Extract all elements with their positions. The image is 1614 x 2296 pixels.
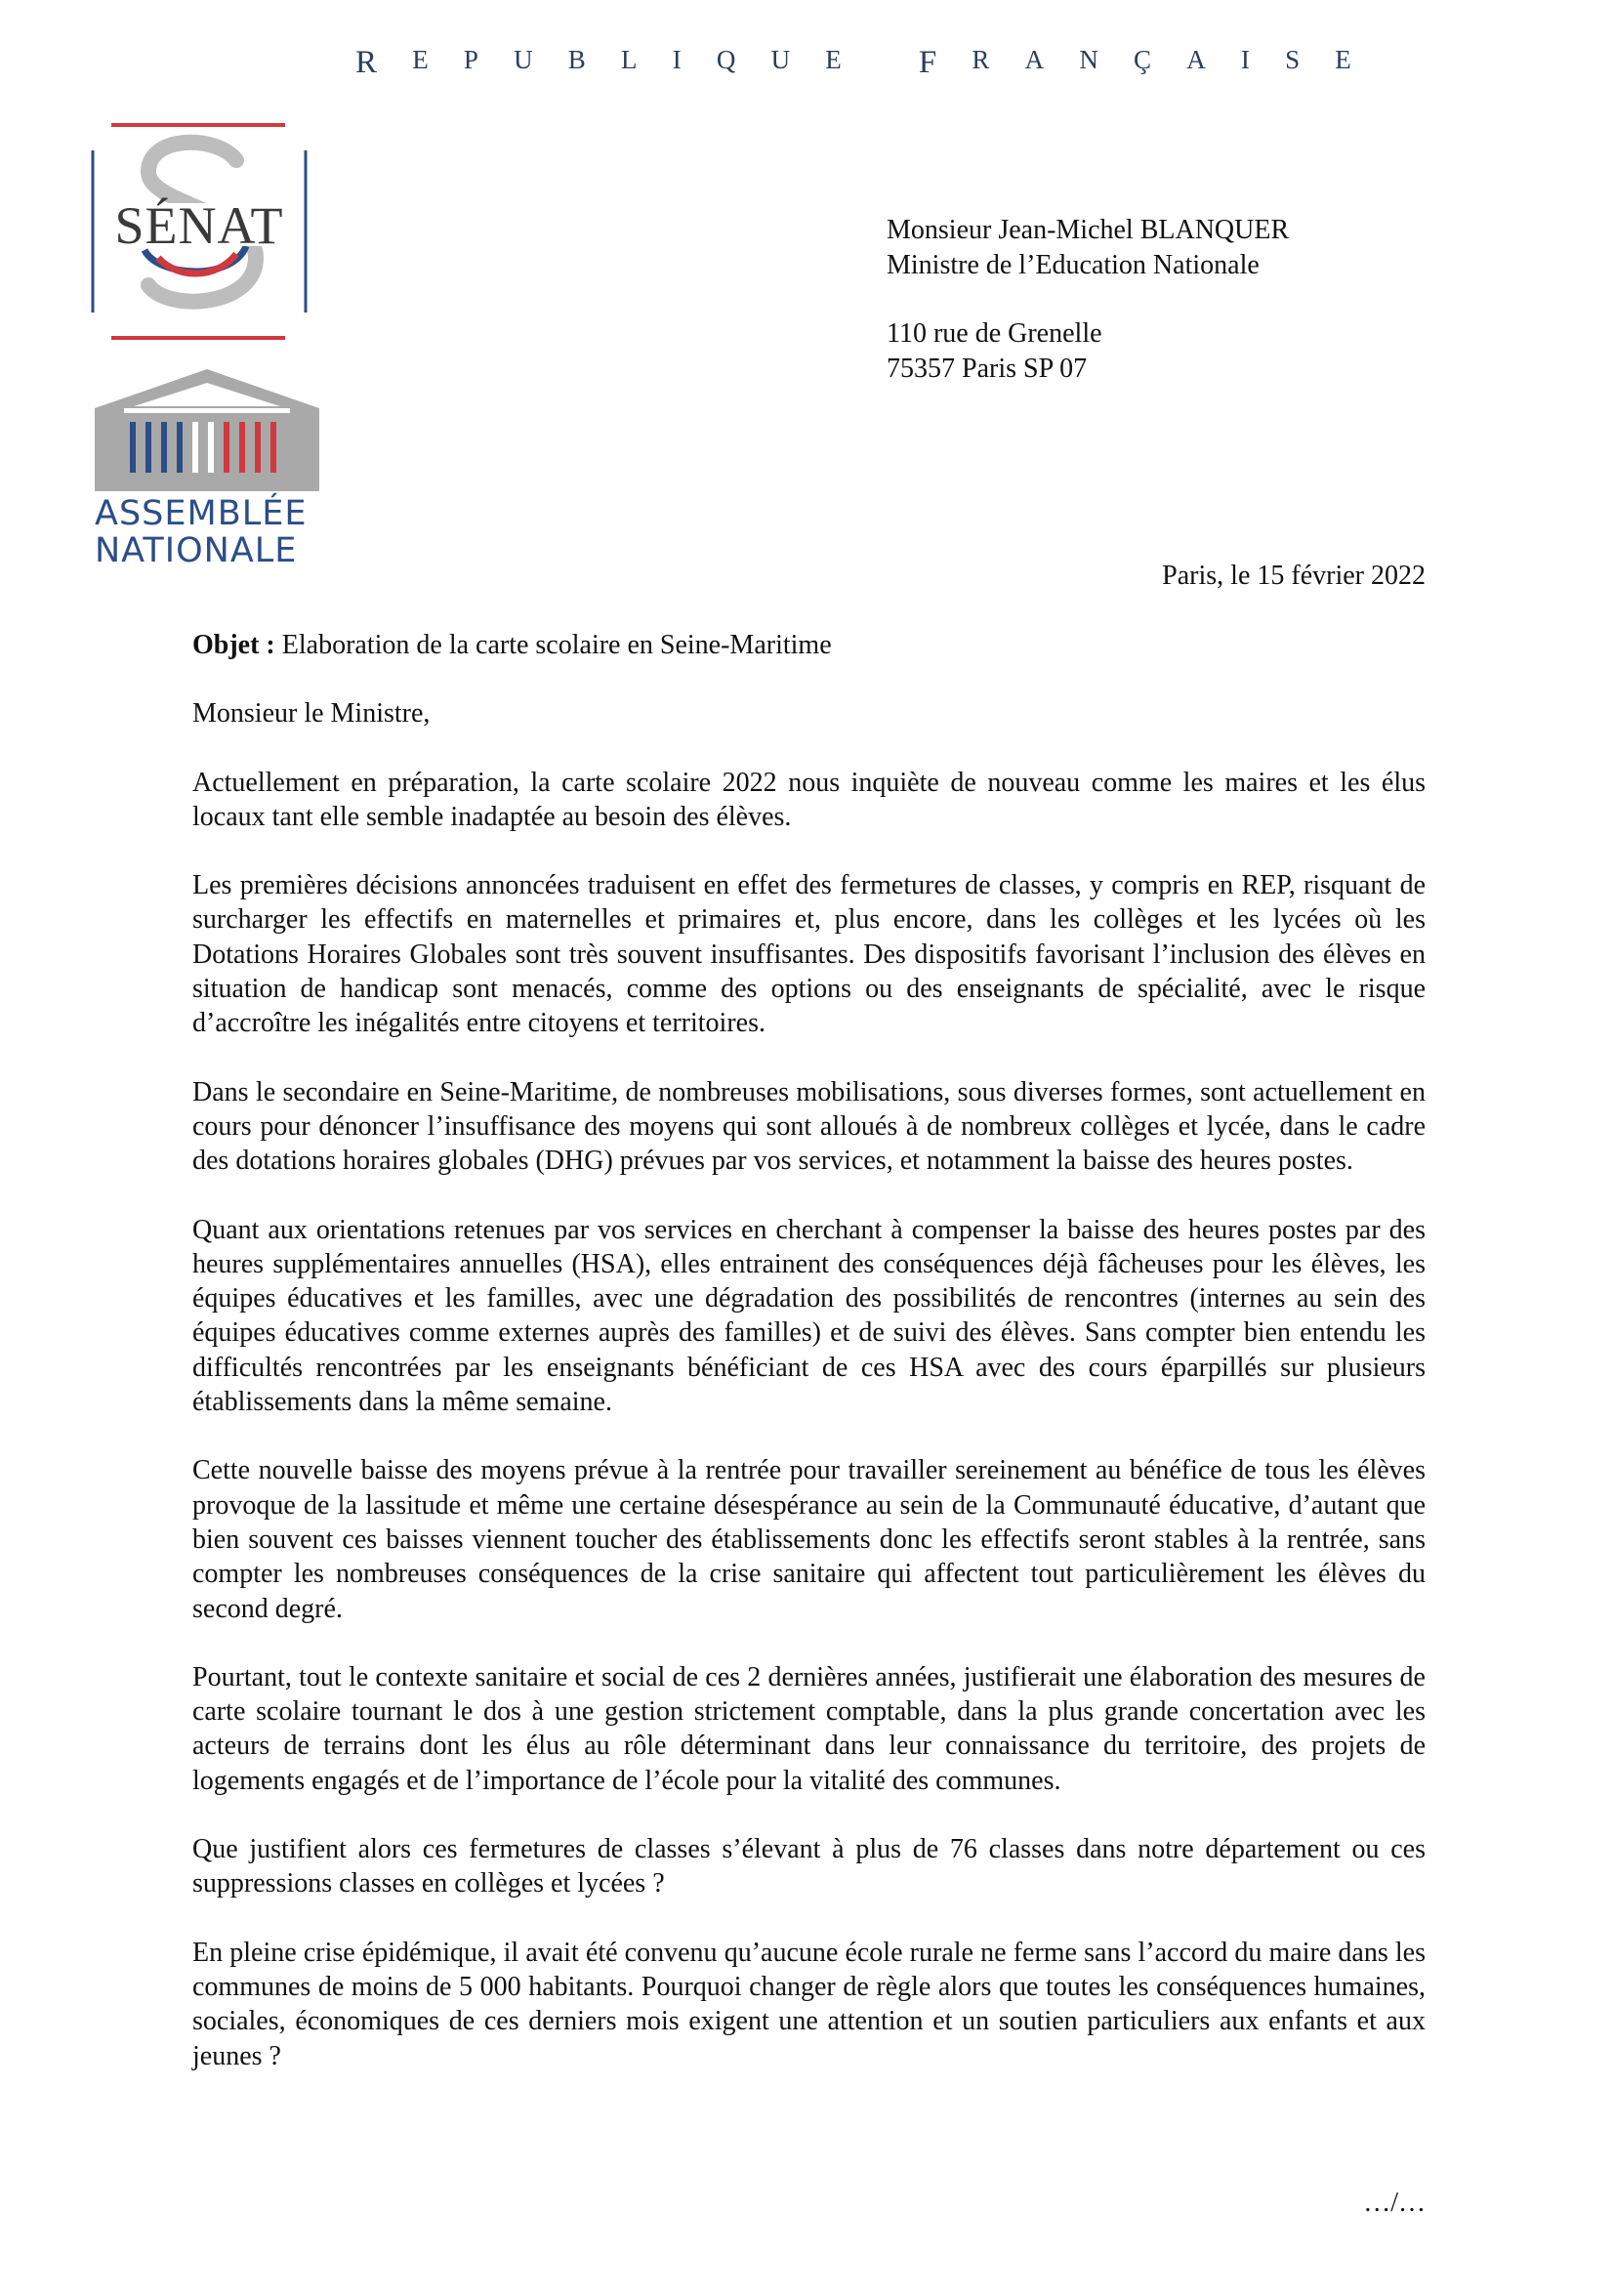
header-letter: L [621, 45, 638, 74]
header-letter: U [514, 45, 533, 74]
assemblee-building-icon [95, 369, 319, 491]
header-letter: R [355, 45, 378, 80]
republic-header-letters [355, 45, 1351, 81]
paragraph: Cette nouvelle baisse des moyens prévue à la rentrée pour travailler sereinement au bénéfice de tous les élèves provoque de la lassitude et même une certaine désespérance au sein de la Communauté éducative, d’autant que bien souvent ces baisses viennent toucher des établissements donc les effectifs seront stables à la rentrée, sans compter les nombreuses conséquences de la crise sanitaire qui affectent tout particulièrement les élèves du second degré. [192, 1455, 1426, 1624]
header-letter: E [825, 45, 842, 74]
continuation-marker: …/… [1363, 2188, 1426, 2218]
header-letter: Q [716, 45, 736, 74]
recipient-name: Monsieur Jean-Michel BLANQUER [887, 215, 1290, 245]
subject-text: Elaboration de la carte scolaire en Seine-Maritime [274, 630, 832, 660]
header-letter: A [1024, 45, 1045, 74]
letter-body [192, 628, 1426, 2108]
header-letter: S [1285, 45, 1301, 74]
header-letter: E [412, 45, 429, 74]
paragraph: Pourtant, tout le contexte sanitaire et social de ces 2 dernières années, justifierait une élaboration des mesures de carte scolaire tournant le dos à une gestion strictement comptable, dans la plus grande concertation avec les acteurs de terrains dont les élus au rôle déterminant dans leur connaissance du territoire, des projets de logements engagés et de l’importance de l’école pour la vitalité des communes. [192, 1661, 1426, 1796]
paragraph: Quant aux orientations retenues par vos services en cherchant à compenser la baisse des heures postes par des heures supplémentaires annuelles (HSA), elles entrainent des conséquences déjà fâcheuses pour les élèves, les équipes éducatives et les familles, avec une dégradation des possibilités de rencontres (internes au sein des équipes éducatives comme externes auprès des familles) et de suivi des élèves. Sans compter bien entendu les difficultés rencontrées par les enseignants bénéficiant de ces HSA avec des cours éparpillés sur plusieurs établissements dans la même semaine. [192, 1214, 1426, 1418]
header-letter: I [1240, 45, 1250, 74]
header-letter: U [770, 45, 791, 74]
recipient-address [887, 213, 1289, 387]
paragraph: Que justifient alors ces fermetures de classes s’élevant à plus de 76 classes dans notre département ou ces suppressions classes en collèges et lycées ? [192, 1834, 1426, 1899]
letter-subject [192, 628, 1426, 662]
header-letter: I [672, 45, 682, 74]
header-letter: B [567, 45, 586, 74]
senat-label: SÉNAT [114, 196, 284, 255]
paragraph: Les premières décisions annoncées traduisent en effet des fermetures de classes, y compris en REP, risquant de surcharger les effectifs en maternelles et primaires et, plus encore, dans les collèges et les lycées où les Dotations Horaires Globales sont très souvent insuffisantes. Des dispositifs favorisant l’inclusion des élèves en situation de handicap sont menacés, comme des options ou des enseignants de spécialité, avec le risque d’accroître les inégalités entre citoyens et territoires. [192, 870, 1426, 1039]
assemblee-wordmark [95, 495, 319, 569]
recipient-city: 75357 Paris SP 07 [887, 354, 1088, 384]
republic-header [355, 45, 1351, 81]
header-letter: N [1079, 45, 1098, 74]
assemblee-line1: ASSEMBLÉE [95, 494, 308, 533]
header-letter: A [1186, 45, 1206, 74]
header-letter: F [918, 45, 937, 80]
paragraph: Actuellement en préparation, la carte scolaire 2022 nous inquiète de nouveau comme les maires et les élus locaux tant elle semble inadaptée au besoin des élèves. [192, 767, 1426, 832]
senat-logo [90, 121, 309, 342]
header-letter: E [1335, 45, 1351, 74]
subject-label: Objet : [192, 630, 275, 660]
letter-date: Paris, le 15 février 2022 [1162, 561, 1426, 591]
header-word-gap [877, 45, 884, 81]
salutation: Monsieur le Ministre, [192, 698, 431, 730]
recipient-title: Ministre de l’Education Nationale [887, 250, 1260, 280]
assemblee-line2: NATIONALE [95, 531, 298, 570]
paragraph: En pleine crise épidémique, il avait été convenu qu’aucune école rurale ne ferme sans l’accord du maire dans les communes de moins de 5 000 habitants. Pourquoi changer de règle alors que toutes les conséquences humaines, sociales, économiques de ces derniers mois exigent une attention et un soutien particuliers aux enfants et aux jeunes ? [192, 1937, 1426, 2071]
header-letter: P [463, 45, 478, 74]
header-letter: R [972, 45, 990, 74]
paragraph: Dans le secondaire en Seine-Maritime, de nombreuses mobilisations, sous diverses formes, sont actuellement en cours pour dénoncer l’insuffisance des moyens qui sont alloués à de nombreux collèges et lycée, dans le cadre des dotations horaires globales (DHG) prévues par vos services, et notamment la baisse des heures postes. [192, 1076, 1426, 1177]
header-letter: Ç [1134, 45, 1152, 74]
recipient-street: 110 rue de Grenelle [887, 318, 1102, 349]
